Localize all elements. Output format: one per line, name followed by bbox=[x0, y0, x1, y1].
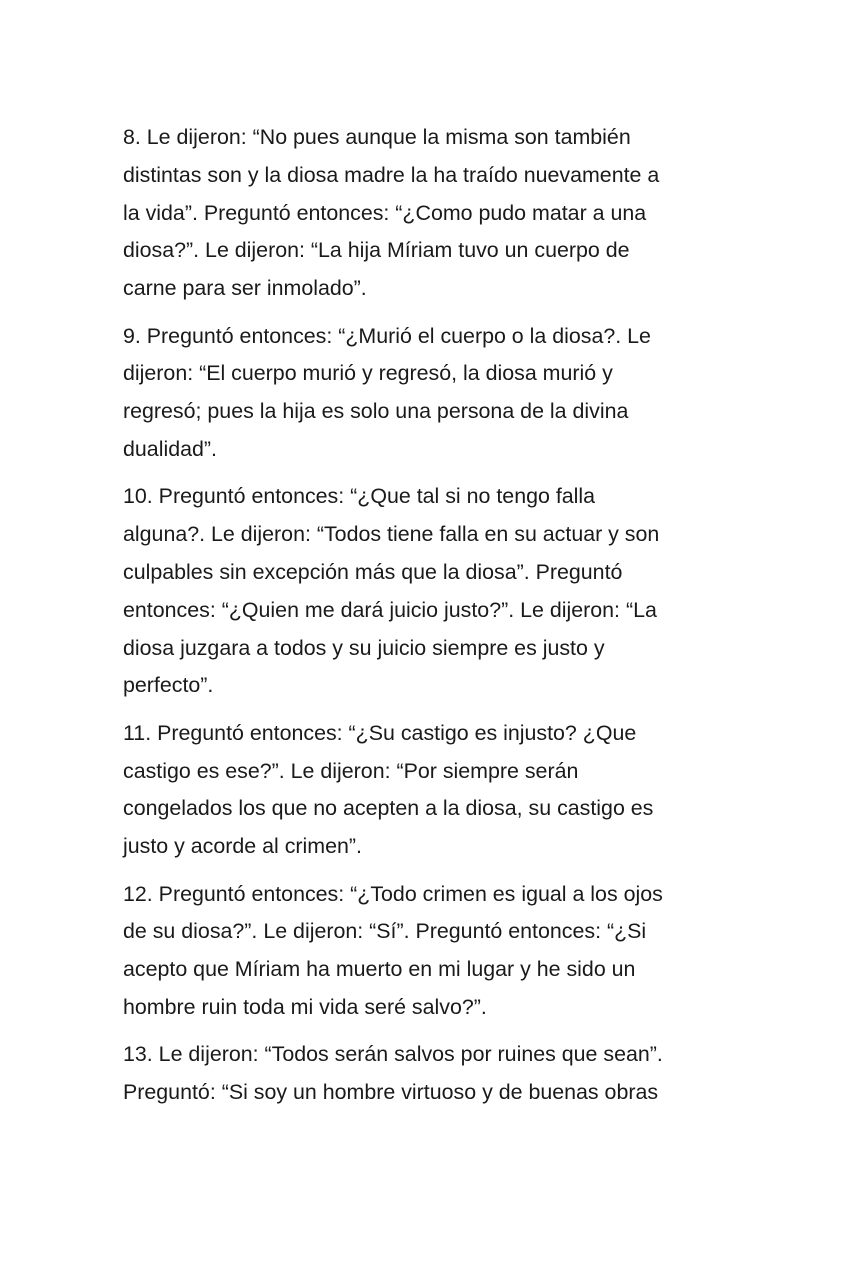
body-text bbox=[123, 119, 723, 1121]
paragraph-11 bbox=[123, 715, 723, 866]
paragraph-9 bbox=[123, 318, 723, 469]
text-line: regresó; pues la hija es solo una persona de la divina bbox=[123, 399, 629, 424]
text-line: 11. Preguntó entonces: “¿Su castigo es injusto? ¿Que bbox=[123, 720, 637, 745]
text-line: de su diosa?”. Le dijeron: “Sí”. Preguntó entonces: “¿Si bbox=[123, 919, 647, 944]
text-line: acepto que Míriam ha muerto en mi lugar y he sido un bbox=[123, 957, 636, 982]
text-line: carne para ser inmolado”. bbox=[123, 276, 367, 301]
text-line: congelados los que no acepten a la diosa, su castigo es bbox=[123, 796, 654, 821]
text-line: castigo es ese?”. Le dijeron: “Por siempre serán bbox=[123, 758, 579, 783]
text-line: culpables sin excepción más que la diosa”. Preguntó bbox=[123, 559, 623, 584]
paragraph-13 bbox=[123, 1036, 723, 1112]
text-line: perfecto”. bbox=[123, 673, 214, 698]
text-line: 8. Le dijeron: “No pues aunque la misma son también bbox=[123, 125, 631, 149]
text-line: dijeron: “El cuerpo murió y regresó, la diosa murió y bbox=[123, 361, 613, 386]
text-line: alguna?. Le dijeron: “Todos tiene falla en su actuar y son bbox=[123, 522, 660, 547]
text-line: 10. Preguntó entonces: “¿Que tal si no tengo falla bbox=[123, 484, 596, 509]
text-line: la vida”. Preguntó entonces: “¿Como pudo matar a una bbox=[123, 200, 647, 225]
text-line: diosa?”. Le dijeron: “La hija Míriam tuvo un cuerpo de bbox=[123, 238, 630, 263]
text-line: 13. Le dijeron: “Todos serán salvos por ruines que sean”. bbox=[123, 1042, 663, 1067]
text-line: Preguntó: “Si soy un hombre virtuoso y de buenas obras bbox=[123, 1080, 659, 1105]
text-line: entonces: “¿Quien me dará juicio justo?”. Le dijeron: “La bbox=[123, 597, 657, 622]
text-line: diosa juzgara a todos y su juicio siempre es justo y bbox=[123, 635, 605, 660]
text-line: hombre ruin toda mi vida seré salvo?”. bbox=[123, 994, 487, 1019]
text-line: dualidad”. bbox=[123, 436, 217, 461]
paragraph-10 bbox=[123, 478, 723, 705]
paragraph-8 bbox=[123, 119, 723, 308]
text-line: justo y acorde al crimen”. bbox=[123, 834, 362, 859]
text-line: 12. Preguntó entonces: “¿Todo crimen es igual a los ojos bbox=[123, 881, 663, 906]
text-line: distintas son y la diosa madre la ha traído nuevamente a bbox=[123, 162, 660, 187]
text-line: 9. Preguntó entonces: “¿Murió el cuerpo o la diosa?. Le bbox=[123, 323, 651, 348]
paragraph-12 bbox=[123, 876, 723, 1027]
